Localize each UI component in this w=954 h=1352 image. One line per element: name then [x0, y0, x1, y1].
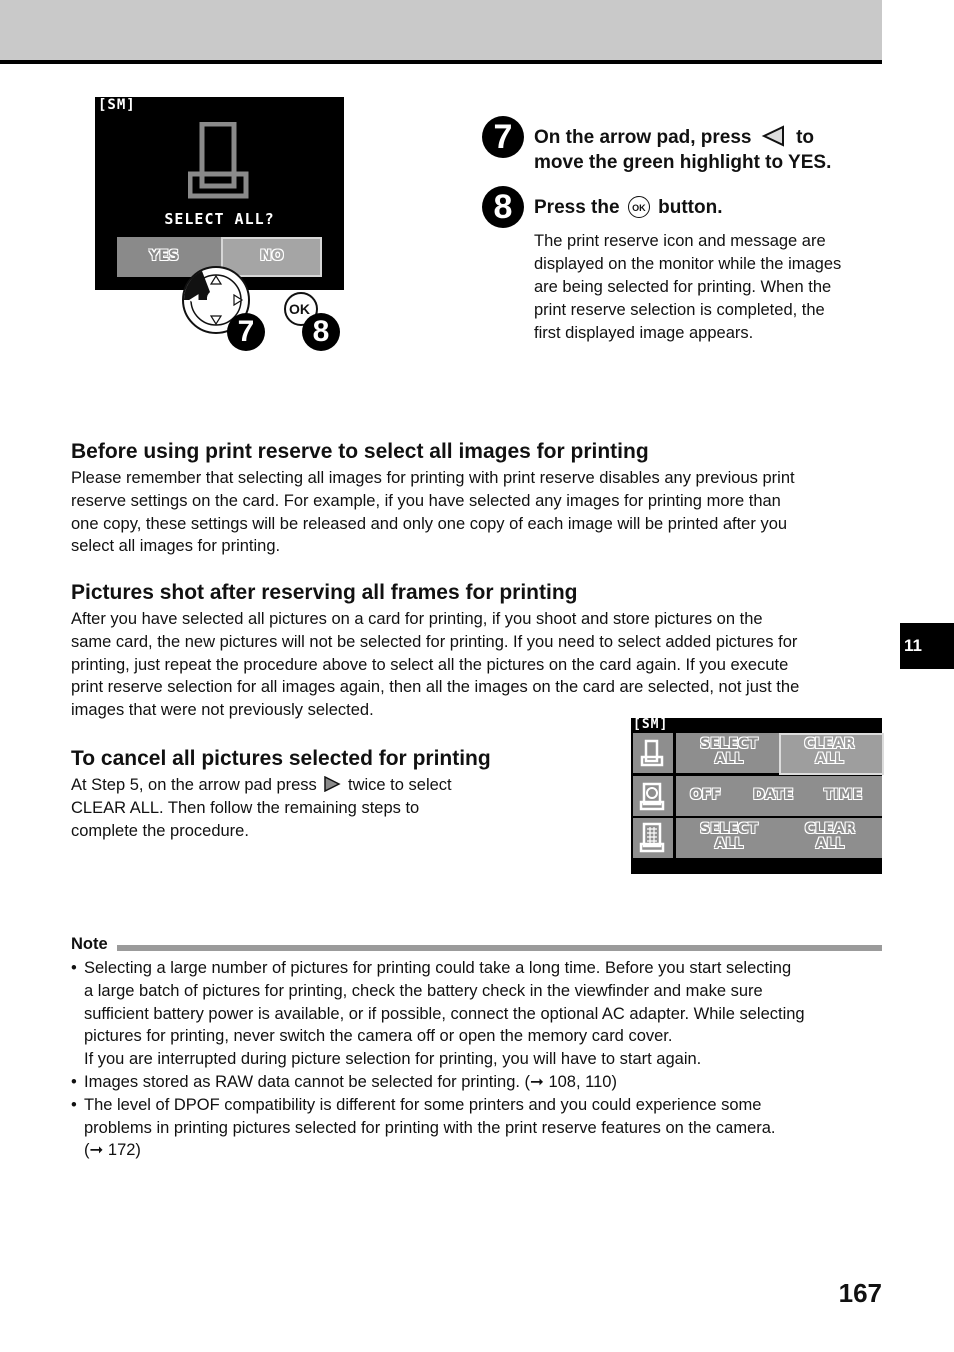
option-line: ALL [714, 836, 744, 852]
note-line: problems in printing pictures selected for printing with the print reserve features on the camera. [84, 1118, 776, 1137]
note-item [71, 1094, 886, 1162]
step-7-badge [482, 116, 524, 158]
section-heading: Pictures shot after reserving all frames for printing [71, 581, 578, 604]
note-line: The level of DPOF compatibility is different for some printers and you could experience some [84, 1095, 762, 1114]
note-line: (➞ 172) [84, 1141, 141, 1160]
right-triangle-icon [323, 776, 341, 792]
paragraph-line: Please remember that selecting all images for printing with print reserve disables any previous print [71, 469, 795, 487]
lcd-prompt: SELECT ALL? [164, 210, 275, 228]
note-item [71, 957, 886, 1071]
bullet: • [71, 1072, 77, 1091]
paragraph-line: reserve settings on the card. For example, if you have selected any images for printing more than [71, 491, 781, 510]
paragraph-line: same card, the new pictures will not be selected for printing. If you need to select added pictures for [71, 632, 798, 651]
step-8-body-line: The print reserve icon and message are [534, 232, 826, 250]
option-line: SELECT [700, 821, 758, 837]
section-paragraph [71, 467, 886, 558]
section-paragraph [71, 608, 886, 722]
step-8-body-line: print reserve selection is completed, the [534, 301, 825, 319]
header-band [0, 0, 882, 60]
callout-8-label: 8 [312, 315, 330, 348]
step-8-body-line: first displayed image appears. [534, 324, 754, 342]
callout-8 [302, 313, 340, 351]
step-8-before: Press the [534, 197, 620, 218]
note-line: If you are interrupted during picture selection for printing, you will have to start again. [84, 1050, 702, 1069]
option-line: CLEAR [804, 821, 856, 837]
lcd-select-all-screen [95, 97, 344, 290]
select-all-option[interactable] [680, 737, 778, 767]
menu-row-options [676, 733, 882, 773]
option-line: ALL [815, 751, 844, 767]
paragraph-line-after: twice to select [348, 776, 452, 794]
print-card-icon [188, 122, 250, 200]
option-line: CLEAR [804, 736, 855, 752]
paragraph-line [71, 774, 511, 797]
lcd-print-reserve-menu [631, 718, 882, 874]
menu-row-options [676, 818, 882, 858]
step-8-badge [482, 186, 524, 228]
no-label: NO [260, 248, 284, 264]
step-7-line1-after: to [796, 127, 814, 148]
lcd-mode-tag: [SM] [98, 97, 136, 113]
section-heading: To cancel all pictures selected for printing [71, 747, 491, 770]
bullet: • [71, 959, 77, 977]
time-option[interactable]: TIME [824, 787, 863, 803]
chapter-tab: 11 [900, 623, 954, 669]
option-line: ALL [815, 836, 845, 852]
menu-row-date [631, 776, 882, 816]
paragraph-line: one copy, these settings will be released and only one copy of each image will be printed after you [71, 514, 788, 533]
select-all-option[interactable] [680, 822, 778, 852]
header-rule [0, 60, 882, 64]
step-7-text [534, 125, 831, 175]
clear-all-option[interactable] [779, 733, 884, 775]
left-triangle-icon [761, 125, 787, 147]
paragraph-line: images that were not previously selected. [71, 701, 374, 720]
option-line: SELECT [700, 736, 758, 752]
paragraph-line: complete the procedure. [71, 821, 249, 840]
clear-all-label [781, 737, 878, 767]
note-rule [117, 945, 882, 951]
date-option[interactable]: DATE [753, 787, 794, 803]
section-heading: Before using print reserve to select all images for printing [71, 440, 649, 463]
step-7-number: 7 [493, 118, 513, 156]
note-line: Images stored as RAW data cannot be selected for printing. (➞ 108, 110) [84, 1072, 617, 1091]
note-label: Note [71, 935, 108, 953]
clear-all-option[interactable] [781, 822, 879, 852]
paragraph-line: select all images for printing. [71, 537, 281, 556]
ok-button-label: OK [289, 301, 310, 317]
option-line: ALL [714, 751, 744, 767]
step-8-body [534, 230, 884, 345]
lcd-mode-tag: [SM] [633, 717, 669, 732]
paragraph-line: print reserve selection for all images again, then all the images on the card are selected, not just the [71, 678, 800, 697]
note-line: sufficient battery power is available, or if possible, connect the optional AC adapter. While selecting [84, 1004, 805, 1023]
step-8-text [534, 195, 722, 220]
ok-icon-label: OK [632, 203, 646, 213]
section-paragraph [71, 774, 511, 842]
step-8-body-line: are being selected for printing. When the [534, 278, 832, 296]
step-8-number: 8 [493, 188, 513, 226]
paragraph-line: printing, just repeat the procedure above to select all the pictures on the card again. If you execute [71, 655, 789, 674]
note-line: pictures for printing, never switch the camera off or open the memory card cover. [84, 1027, 673, 1046]
paragraph-line: After you have selected all pictures on a card for printing, if you shoot and store pictures on the [71, 610, 763, 628]
step-8-body-line: displayed on the monitor while the images [534, 255, 842, 273]
index-card-icon [633, 818, 673, 858]
off-option[interactable]: OFF [690, 787, 722, 803]
note-line: Selecting a large number of pictures for printing could take a long time. Before you start selecting [84, 959, 792, 977]
yes-label: YES [149, 248, 179, 264]
ok-icon [628, 196, 650, 218]
menu-row-options [676, 776, 882, 816]
menu-row-all-frames [631, 733, 882, 773]
callout-7-label: 7 [237, 315, 255, 348]
callout-7 [227, 313, 265, 351]
bullet: • [71, 1095, 77, 1114]
clock-card-icon [633, 776, 673, 816]
paragraph-line: CLEAR ALL. Then follow the remaining steps to [71, 798, 420, 817]
card-icon [633, 733, 673, 773]
paragraph-line-before: At Step 5, on the arrow pad press [71, 776, 317, 794]
note-item [71, 1071, 886, 1094]
step-8-after: button. [658, 197, 723, 218]
note-line: a large batch of pictures for printing, check the battery check in the viewfinder and make sure [84, 981, 763, 1000]
step-7-line2: move the green highlight to YES. [534, 152, 832, 173]
note-list [71, 957, 886, 1162]
page-number: 167 [838, 1278, 882, 1308]
menu-row-index [631, 818, 882, 858]
step-7-line1-before: On the arrow pad, press [534, 127, 752, 148]
